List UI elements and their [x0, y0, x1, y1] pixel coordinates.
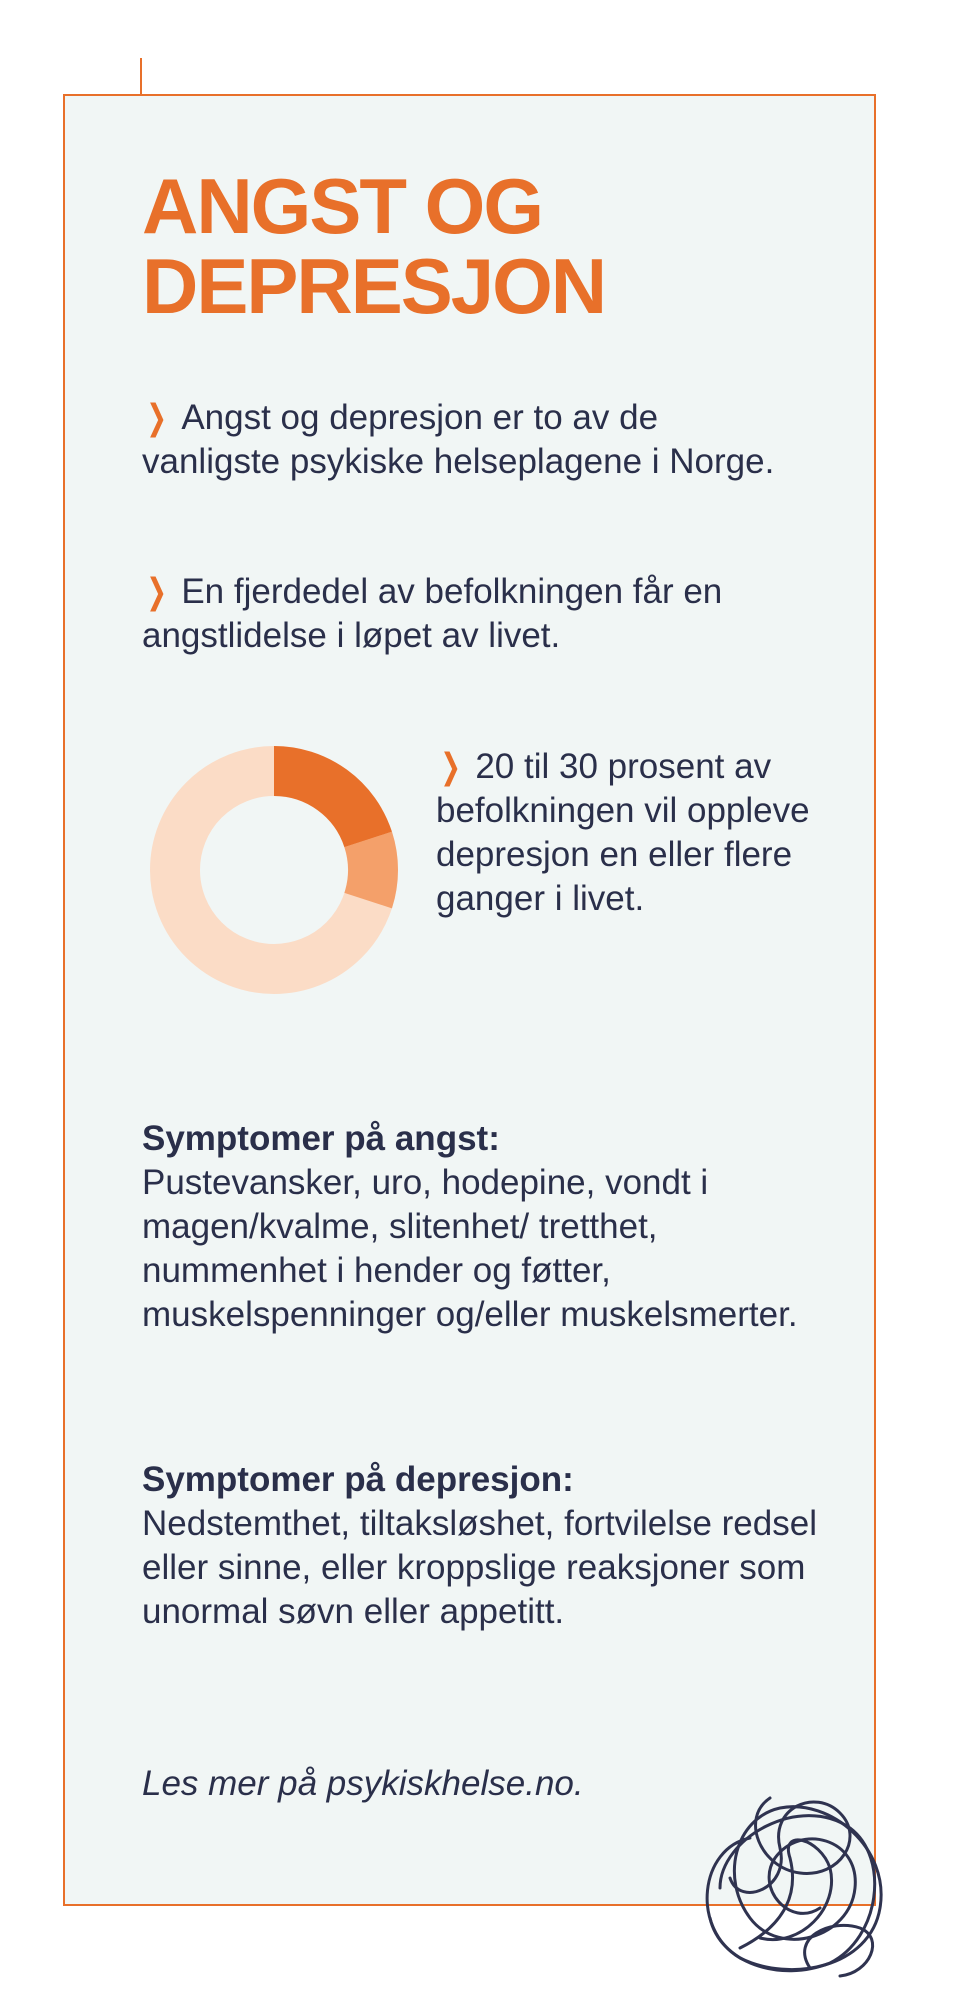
bullet-3	[436, 745, 816, 921]
read-more-link[interactable]: Les mer på psykiskhelse.no.	[142, 1764, 584, 1803]
bullet-3-text: 20 til 30 prosent av befolkningen vil oppleve depresjon en eller flere ganger i livet.	[436, 747, 810, 918]
page-title	[142, 162, 842, 330]
bullet-2	[142, 570, 782, 658]
depression-symptoms	[142, 1458, 822, 1634]
anxiety-symptoms-heading: Symptomer på angst:	[142, 1119, 500, 1158]
anxiety-symptoms-text: Pustevansker, uro, hodepine, vondt i magen/kvalme, slitenhet/ tretthet, nummenhet i hender og føtter, muskelspenninger og/eller muskelsmerter.	[142, 1163, 798, 1334]
scribble-logo-icon	[680, 1778, 900, 1988]
title-line-1: ANGST OG	[142, 162, 543, 250]
title-line-2: DEPRESJON	[142, 242, 606, 330]
bullet-2-text: En fjerdedel av befolkningen får en angstlidelse i løpet av livet.	[142, 572, 723, 655]
info-panel	[63, 94, 876, 1906]
donut-dark-segment	[274, 771, 368, 839]
depression-symptoms-heading: Symptomer på depresjon:	[142, 1460, 574, 1499]
chevron-right-icon: ❯	[146, 398, 167, 437]
bullet-1	[142, 396, 782, 484]
donut-light-segment	[368, 839, 373, 900]
depression-donut-chart	[150, 746, 398, 994]
chevron-right-icon: ❯	[440, 747, 461, 786]
anxiety-symptoms	[142, 1117, 822, 1337]
chevron-right-icon: ❯	[146, 572, 167, 611]
depression-symptoms-text: Nedstemthet, tiltaksløshet, fortvilelse redsel eller sinne, eller kroppslige reaksjoner som unormal søvn eller appetitt.	[142, 1504, 817, 1631]
bullet-1-text: Angst og depresjon er to av de vanligste psykiske helseplagene i Norge.	[142, 398, 775, 481]
